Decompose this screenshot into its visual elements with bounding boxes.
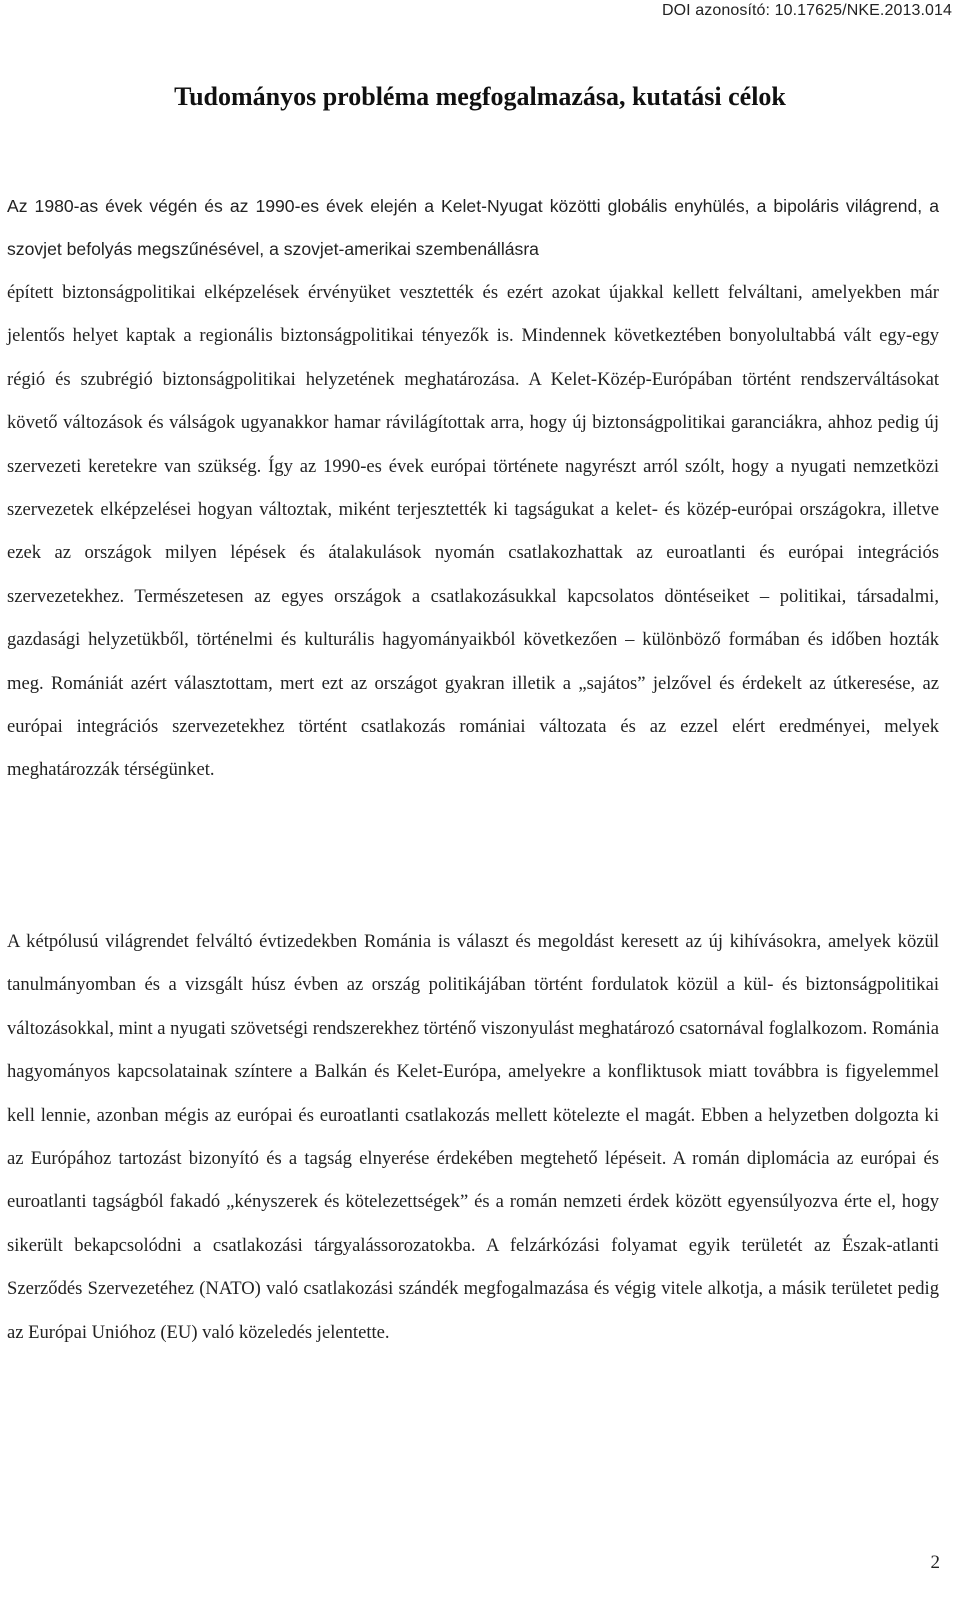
paragraph-2: A kétpólusú világrendet felváltó évtizedekben Románia is választ és megoldást keresett az új kihívásokra, amelyek közül tanulmányomban és a vizsgált húsz évben az ország politikájában történt fordulatok közül a kül- és biztonságpolitikai változásokkal, mint a nyugati szövetségi rendszerekhez történő viszonyulást meghatározó csatornával foglalkozom. Románia hagyományos kapcsolatainak színtere a Balkán és Kelet-Európa, amelyekre a konfliktusok miatt továbbra is figyelemmel kell lennie, azonban mégis az európai és euroatlanti csatlakozás mellett kötelezte el magát. Ebben a helyzetben dolgozta ki az Európához tartozást bizonyító és a tagság elnyerése érdekében megtehető lépéseit. A román diplomácia az európai és euroatlanti tagságból fakadó „kényszerek és kötelezettségek” és a román nemzeti érdek között egyensúlyozva érte el, hogy sikerült bekapcsolódni a csatlakozási tárgyalássorozatokba. A felzárkózási folyamat egyik területét az Észak-atlanti Szerződés Szervezetéhez (NATO) való csatlakozási szándék megfogalmazása és végig vitele alkotja, a másik területet pedig az Európai Unióhoz (EU) való közeledés jelentette. — [7, 931, 939, 1343]
paragraph-1-sans-lines: Az 1980-as évek végén és az 1990-es évek elején a Kelet-Nyugat közötti globális enyhülés, a bipoláris világrend, a szovjet befolyás megszűnésével, a szovjet-amerikai szembenállásra — [7, 196, 939, 260]
page-number: 2 — [930, 1552, 940, 1573]
section-title: Tudományos probléma megfogalmazása, kutatási célok — [174, 82, 786, 111]
paragraph-1-serif-lines: épített biztonságpolitikai elképzelések érvényüket vesztették és ezért azokat újakkal kellett felváltani, amelyekben már jelentős helyet kaptak a regionális biztonságpolitikai tényezők is. Mindennek következtében bonyolultabbá vált egy-egy régió és szubrégió biztonságpolitikai helyzetének meghatározása. A Kelet-Közép-Európában történt rendszerváltásokat követő változások és válságok ugyanakkor hamar rávilágítottak arra, hogy új biztonságpolitikai garanciákra, ahhoz pedig új szervezeti keretekre van szükség. Így az 1990-es évek európai története nagyrészt arról szólt, hogy a nyugati nemzetközi szervezetek elképzelései hogyan változtak, miként terjesztették ki tagságukat a kelet- és közép-európai országokra, illetve ezek az országok milyen lépések és átalakulások nyomán csatlakozhattak az euroatlanti és európai integrációs szervezetekhez. Természetesen az egyes országok a csatlakozásukkal kapcsolatos döntéseiket – politikai, társadalmi, gazdasági helyzetükből, történelmi és kulturális hagyományaikból következően – különböző formában és időben hozták meg. Romániát azért választottam, mert ezt az országot gyakran illetik a „sajátos” jelzővel és érdekelt az útkeresése, az európai integrációs szervezetekhez történt csatlakozás romániai változata és az ezzel elért eredményei, melyek meghatározzák térségünket. — [7, 282, 939, 781]
doi-identifier: DOI azonosító: 10.17625/NKE.2013.014 — [661, 2, 952, 19]
